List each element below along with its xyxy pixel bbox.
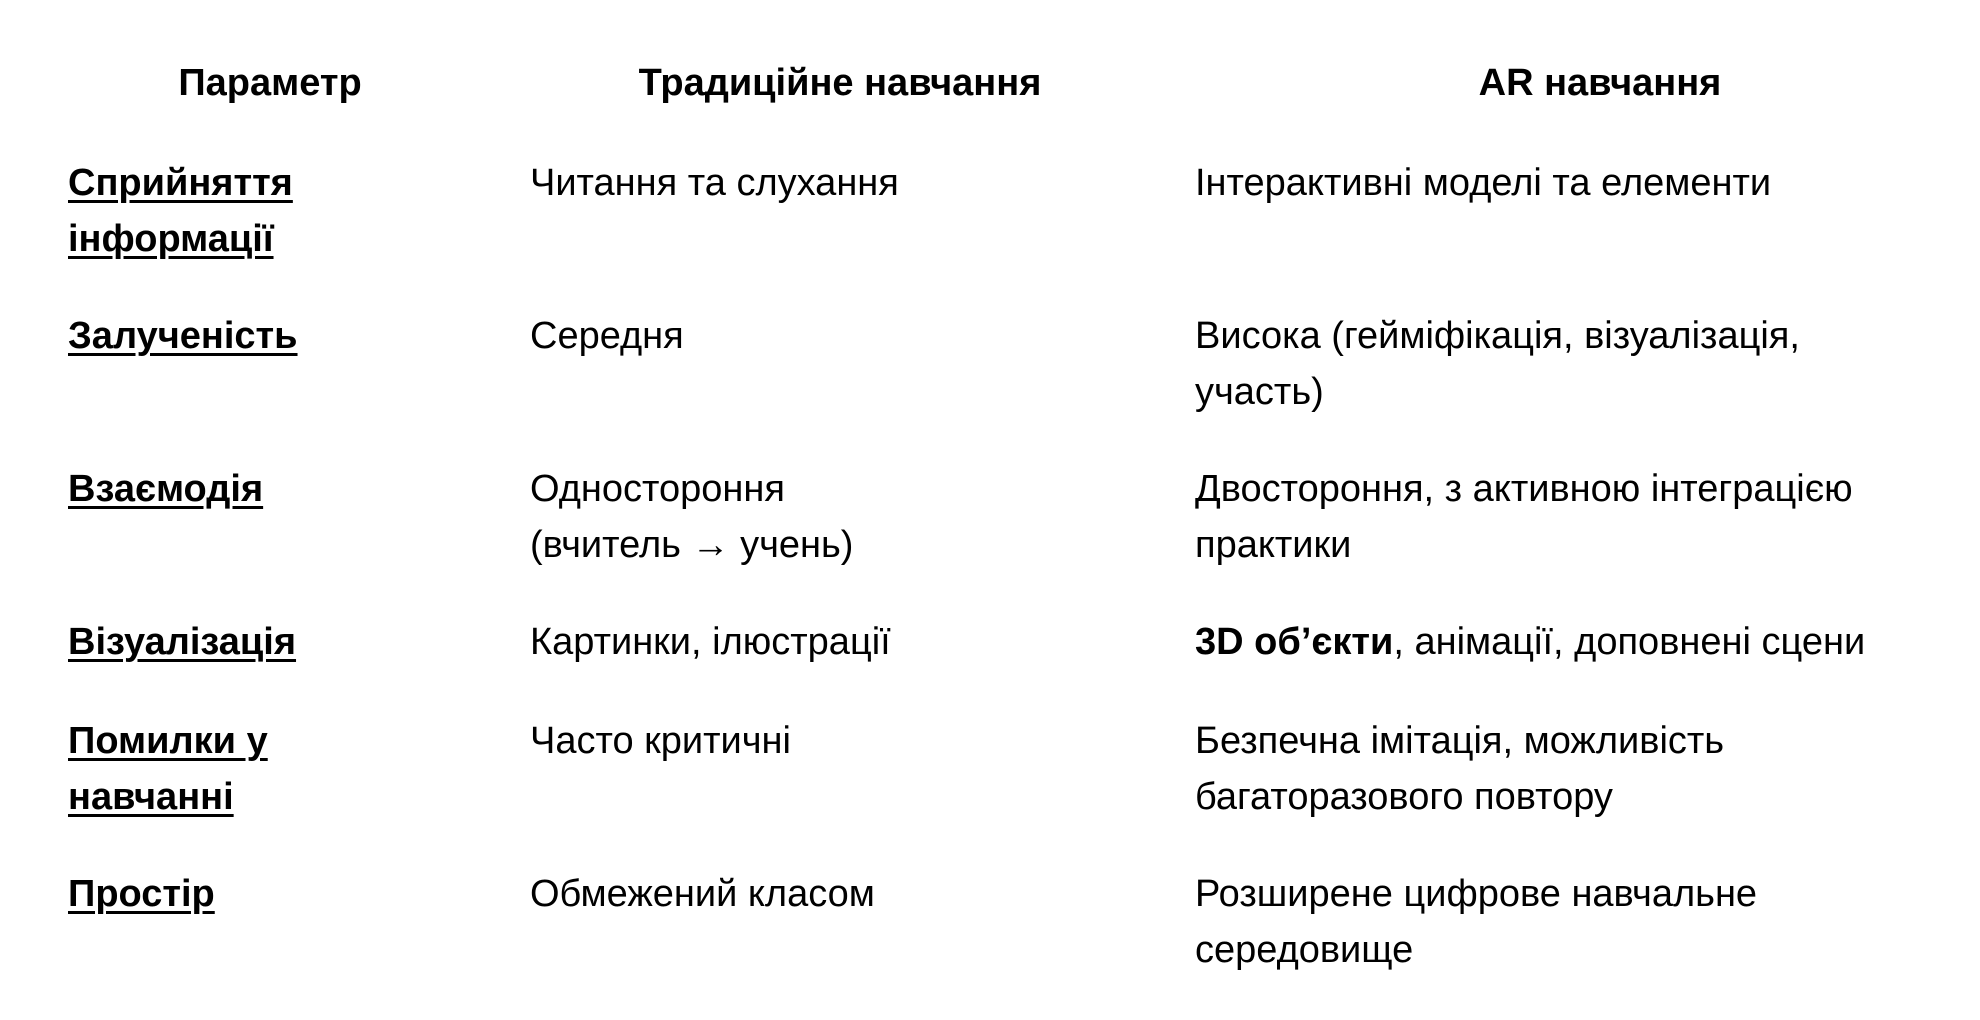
ar-line: практики bbox=[1195, 524, 1352, 566]
ar-rest-text: , анімації, доповнені сцени bbox=[1393, 621, 1866, 663]
ar-cell bbox=[1195, 713, 1975, 825]
ar-cell bbox=[1195, 866, 1975, 978]
traditional-line: Часто критичні bbox=[530, 720, 791, 762]
ar-bold-text: 3D об’єкти bbox=[1195, 621, 1394, 663]
param-line: Залученість bbox=[68, 315, 298, 357]
traditional-line: Обмежений класом bbox=[530, 873, 875, 915]
header-traditional: Традиційне навчання bbox=[638, 62, 1042, 104]
ar-line: багаторазового повтору bbox=[1195, 776, 1613, 818]
param-cell bbox=[68, 308, 408, 364]
traditional-line: (вчитель → учень) bbox=[530, 524, 854, 566]
param-cell bbox=[68, 866, 408, 922]
param-line: Візуалізація bbox=[68, 621, 297, 663]
ar-cell bbox=[1195, 155, 1975, 211]
traditional-cell bbox=[530, 866, 1150, 922]
traditional-cell bbox=[530, 713, 1150, 769]
param-line: Помилки у bbox=[68, 720, 268, 762]
param-line: навчанні bbox=[68, 776, 234, 818]
traditional-line: Читання та слухання bbox=[530, 162, 899, 204]
traditional-line: Картинки, ілюстрації bbox=[530, 621, 891, 663]
param-line: інформації bbox=[68, 218, 274, 260]
header-param: Параметр bbox=[178, 62, 362, 104]
param-cell bbox=[68, 614, 408, 670]
table-header-row bbox=[0, 58, 1980, 108]
ar-cell bbox=[1195, 461, 1975, 573]
param-cell bbox=[68, 713, 408, 825]
ar-line: Двостороння, з активною інтеграцією bbox=[1195, 468, 1853, 510]
ar-line: Розширене цифрове навчальне bbox=[1195, 873, 1758, 915]
param-cell bbox=[68, 461, 408, 517]
ar-line: участь) bbox=[1195, 371, 1324, 413]
traditional-line: Середня bbox=[530, 315, 684, 357]
ar-line: середовище bbox=[1195, 929, 1414, 971]
header-ar: AR навчання bbox=[1478, 62, 1722, 104]
traditional-cell bbox=[530, 461, 1150, 573]
param-line: Сприйняття bbox=[68, 162, 293, 204]
traditional-cell bbox=[530, 155, 1150, 211]
param-line: Взаємодія bbox=[68, 468, 264, 510]
ar-line: Висока (гейміфікація, візуалізація, bbox=[1195, 315, 1800, 357]
param-line: Простір bbox=[68, 873, 215, 915]
ar-line bbox=[1195, 614, 1975, 670]
ar-line: Інтерактивні моделі та елементи bbox=[1195, 162, 1772, 204]
ar-line: Безпечна імітація, можливість bbox=[1195, 720, 1725, 762]
traditional-cell bbox=[530, 614, 1150, 670]
ar-cell bbox=[1195, 614, 1975, 670]
ar-cell bbox=[1195, 308, 1975, 420]
traditional-line: Одностороння bbox=[530, 468, 785, 510]
param-cell bbox=[68, 155, 408, 267]
traditional-cell bbox=[530, 308, 1150, 364]
